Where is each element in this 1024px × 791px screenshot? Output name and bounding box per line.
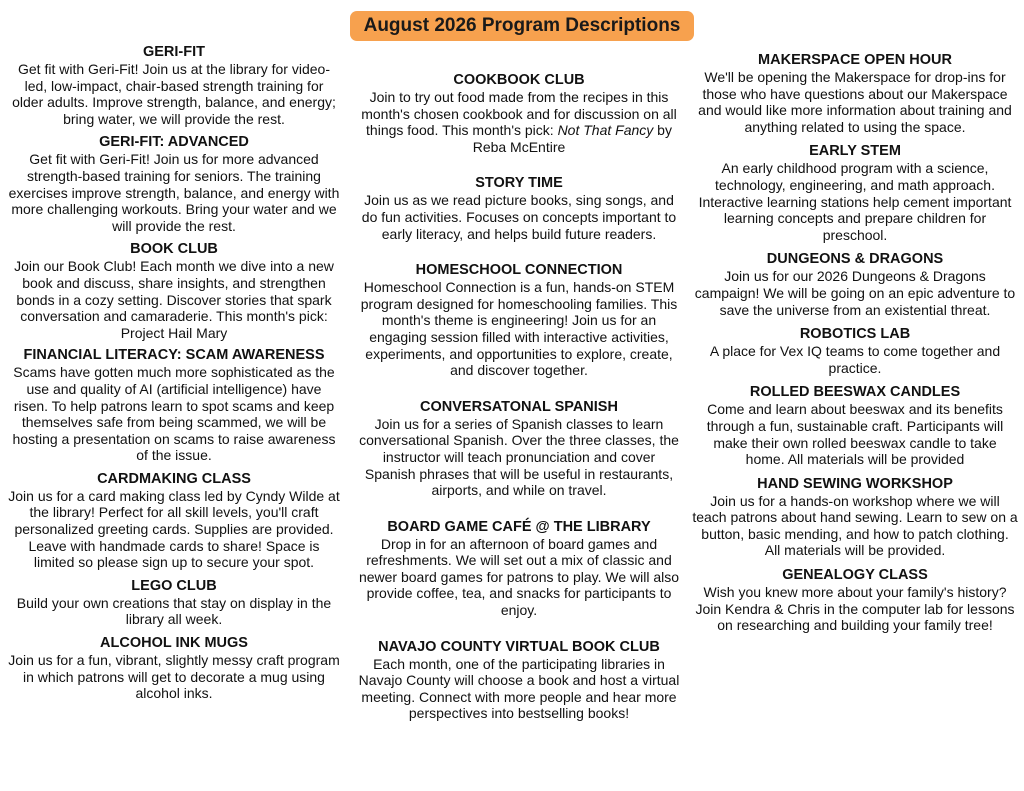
program-description: Join us as we read picture books, sing songs, and do fun activities. Focuses on concepts important to early literacy, and helps build future readers. (361, 192, 677, 242)
program-title: STORY TIME (475, 175, 563, 192)
program-description: Get fit with Geri-Fit! Join us for more advanced strength-based training for seniors. The training exercises improve strength, balance, and energy with more challenging workouts. Bring your water and we will provide the rest. (8, 151, 340, 234)
program-hand-sewing-workshop (692, 476, 1018, 559)
program-book-club (8, 241, 340, 341)
program-title: NAVAJO COUNTY VIRTUAL BOOK CLUB (378, 638, 660, 655)
program-geri-fit-advanced (8, 134, 340, 234)
program-description: Join us for a fun, vibrant, slightly messy craft program in which patrons will get to decorate a mug using alcohol inks. (8, 652, 340, 702)
program-title: GENEALOGY CLASS (782, 567, 928, 584)
program-description (358, 89, 680, 155)
book-title: Not That Fancy (557, 122, 654, 139)
program-title: GERI-FIT: ADVANCED (99, 134, 249, 151)
program-scam-awareness (8, 347, 340, 464)
program-alcohol-ink-mugs (8, 635, 340, 702)
program-title: DUNGEONS & DRAGONS (766, 251, 944, 268)
right-column (692, 52, 1018, 634)
program-homeschool-connection (358, 262, 680, 379)
program-robotics-lab (692, 326, 1018, 376)
book-author: by Reba McEntire (472, 122, 672, 155)
program-early-stem (692, 143, 1018, 243)
program-board-game-cafe (358, 519, 680, 619)
middle-column (358, 72, 680, 722)
program-conversational-spanish (358, 399, 680, 499)
program-description: Come and learn about beeswax and its benefits through a fun, sustainable craft. Participants will make their own rolled beeswax candle to take home. All materials will be provided (706, 401, 1004, 468)
program-title: BOOK CLUB (130, 241, 218, 258)
program-title: COOKBOOK CLUB (453, 72, 585, 88)
program-description: Get fit with Geri-Fit! Join us at the library for video-led, low-impact, chair-based strength training for older adults. Improve strength, balance, and energy; bring water, we will provide the rest. (12, 61, 336, 127)
program-description: Join us for our 2026 Dungeons & Dragons campaign! We will be going on an epic adventure to save the universe from an existential threat. (694, 268, 1016, 318)
program-description: Homeschool Connection is a fun, hands-on STEM program designed for homeschooling families. This month's theme is engineering! Join us for an engaging session filled with interactive activities, experiments, and opportunities to explore, create, and discover together. (360, 279, 678, 379)
program-description: Join us for a hands-on workshop where we will teach patrons about hand sewing. Learn to sew on a button, basic mending, and how to patch clothing. All materials will be provided. (692, 492, 1018, 559)
program-description: Join our Book Club! Each month we dive into a new book and discuss, share insights, and strengthen bonds in a cozy setting. Discover stories that spark conversation and camaraderie. This month's pick: Project Hail Mary (14, 258, 334, 341)
program-cardmaking-class (8, 471, 340, 571)
program-story-time (358, 175, 680, 242)
program-description: Drop in for an afternoon of board games and refreshments. We will set out a mix of classic and newer board games for patrons to play. We will also provide coffee, tea, and snacks for participants to enjoy. (358, 535, 680, 619)
program-title: GERI-FIT (142, 44, 206, 60)
program-title: ROBOTICS LAB (799, 326, 911, 343)
program-dungeons-dragons (692, 251, 1018, 318)
program-makerspace-open-hour (692, 52, 1018, 135)
program-rolled-beeswax-candles (692, 384, 1018, 467)
program-title: HAND SEWING WORKSHOP (757, 475, 953, 492)
page-title: August 2026 Program Descriptions (350, 11, 694, 41)
program-description: A place for Vex IQ teams to come together and practice. (709, 343, 1001, 376)
program-description: Join us for a card making class led by Cyndy Wilde at the library! Perfect for all skill levels, you'll craft personalized greeting cards. Supplies are provided. Leave with handmade cards to share! Space is limited so please sign up to secure your spot. (8, 487, 340, 571)
program-description: Scams have gotten much more sophisticated as the use and quality of AI (artificial intelligence) have risen. To help patrons learn to spot scams and keep themselves safe from being scammed, we will be hosting a presentation on scams to raise awareness of the issue. (12, 364, 336, 464)
program-title: CARDMAKING CLASS (97, 470, 251, 487)
program-title: EARLY STEM (809, 143, 901, 160)
program-title: BOARD GAME CAFÉ @ THE LIBRARY (387, 518, 651, 535)
program-title: MAKERSPACE OPEN HOUR (758, 52, 952, 68)
program-description: Join us for a series of Spanish classes to learn conversational Spanish. Over the three classes, the instructor will teach pronunciation and cover Spanish phrases that will be useful in restaurants, airports, and while on travel. (359, 415, 679, 499)
program-title: ROLLED BEESWAX CANDLES (749, 384, 961, 401)
program-title: FINANCIAL LITERACY: SCAM AWARENESS (23, 347, 325, 364)
program-text: Join to try out food made from the recipes in this month's chosen cookbook and for discussion on all things food. This month's pick: (361, 89, 677, 139)
program-title: HOMESCHOOL CONNECTION (415, 262, 623, 279)
program-navajo-county-virtual-book-club (358, 639, 680, 722)
program-description: An early childhood program with a science, technology, engineering, and math approach. Interactive learning stations help cement important learning concepts and prepare children for preschool. (698, 160, 1012, 243)
program-title: LEGO CLUB (131, 577, 217, 594)
program-description: Each month, one of the participating libraries in Navajo County will choose a book and host a virtual meeting. Connect with more people and hear more perspectives into bestselling books! (358, 655, 680, 722)
program-description: Wish you knew more about your family's history? Join Kendra & Chris in the computer lab for lessons on researching and building your family tree! (695, 584, 1015, 634)
program-description: We'll be opening the Makerspace for drop-ins for those who have questions about our Makerspace and would like more information about training and anything related to using the space. (698, 69, 1012, 135)
program-title: CONVERSATONAL SPANISH (420, 398, 618, 415)
program-description: Build your own creations that stay on display in the library all week. (16, 594, 332, 628)
program-title: ALCOHOL INK MUGS (100, 635, 248, 652)
program-genealogy-class (692, 567, 1018, 634)
program-geri-fit (8, 44, 340, 127)
left-column (8, 44, 340, 702)
program-cookbook-club (358, 72, 680, 155)
program-lego-club (8, 578, 340, 628)
